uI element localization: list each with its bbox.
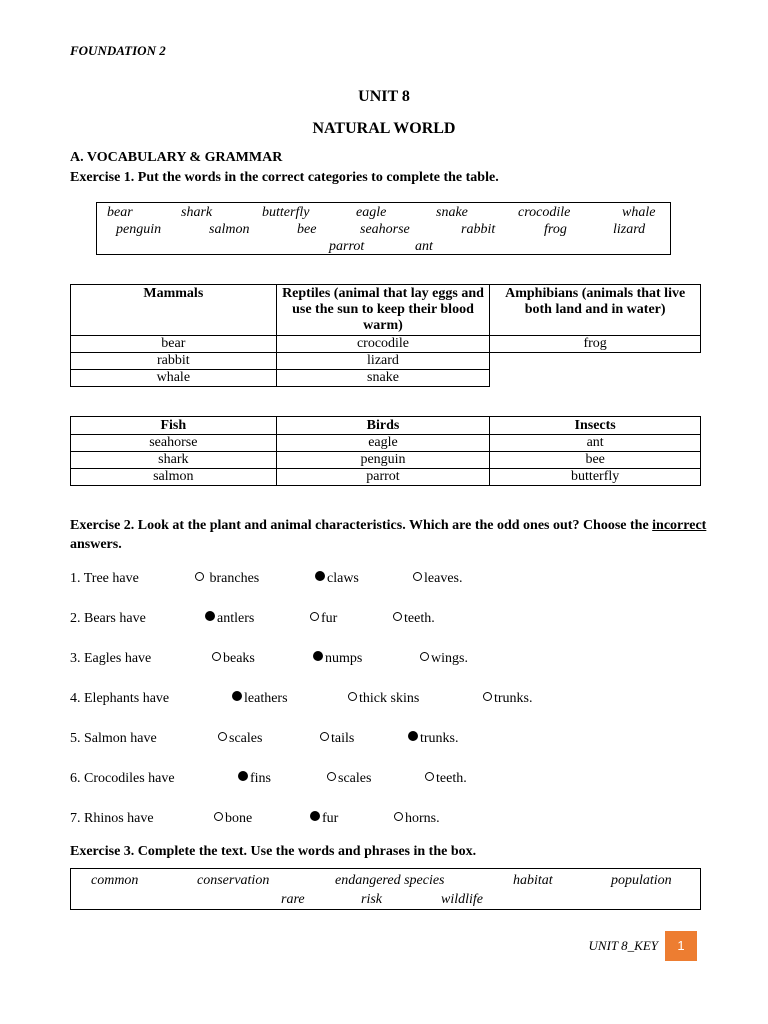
question-text: 5. Salmon have xyxy=(70,731,157,746)
word-box-item: population xyxy=(611,873,672,888)
word-box-item: parrot xyxy=(329,239,365,254)
answer-option[interactable] xyxy=(214,811,252,827)
answer-option-label: scales xyxy=(338,771,372,786)
answer-option[interactable] xyxy=(483,691,533,707)
question-text: 6. Crocodiles have xyxy=(70,771,175,786)
word-box-item: rabbit xyxy=(461,222,496,237)
word-box-item: bear xyxy=(107,205,133,220)
word-box-item: seahorse xyxy=(360,222,410,237)
category-table-1 xyxy=(70,284,701,387)
answer-option[interactable] xyxy=(195,571,259,587)
table-cell: shark xyxy=(71,452,277,469)
word-box-item: risk xyxy=(361,892,382,907)
exercise-2-instruction xyxy=(70,516,710,554)
answer-option-label: beaks xyxy=(223,651,255,666)
radio-selected-icon[interactable] xyxy=(238,771,248,781)
exercise-1-instruction: Exercise 1. Put the words in the correct categories to complete the table. xyxy=(70,170,499,185)
table-cell: bee xyxy=(490,452,701,469)
answer-option[interactable] xyxy=(394,811,440,827)
table-cell: eagle xyxy=(276,435,490,452)
radio-selected-icon[interactable] xyxy=(310,811,320,821)
answer-option[interactable] xyxy=(238,771,271,787)
answer-option[interactable] xyxy=(310,811,338,827)
table-cell: butterfly xyxy=(490,469,701,486)
radio-empty-icon[interactable] xyxy=(195,572,204,581)
table-row xyxy=(71,469,701,486)
word-box-item: ant xyxy=(415,239,433,254)
word-box-item: rare xyxy=(281,892,305,907)
word-box-item: snake xyxy=(436,205,468,220)
answer-option-label: leaves. xyxy=(424,571,463,586)
document-header: FOUNDATION 2 xyxy=(70,43,166,58)
table-row xyxy=(71,435,701,452)
table-cell: frog xyxy=(490,336,701,353)
table-header: Amphibians (animals that live both land and in water) xyxy=(490,285,701,336)
radio-empty-icon[interactable] xyxy=(420,652,429,661)
table-cell-empty xyxy=(490,370,701,387)
answer-option[interactable] xyxy=(408,731,459,747)
page-number-badge: 1 xyxy=(665,931,697,961)
table-cell: snake xyxy=(276,370,490,387)
word-box-item: common xyxy=(91,873,139,888)
table-header: Mammals xyxy=(71,285,277,336)
unit-title: NATURAL WORLD xyxy=(312,120,456,137)
answer-option-label: fins xyxy=(250,771,271,786)
table-header: Reptiles (animal that lay eggs and use the sun to keep their blood warm) xyxy=(276,285,490,336)
word-box-item: crocodile xyxy=(518,205,571,220)
answer-option[interactable] xyxy=(348,691,419,707)
answer-option[interactable] xyxy=(413,571,462,587)
table-cell: seahorse xyxy=(71,435,277,452)
answer-option-label: horns. xyxy=(405,811,440,826)
table-cell: parrot xyxy=(276,469,490,486)
word-box-item: habitat xyxy=(513,873,553,888)
table-header: Fish xyxy=(71,417,277,435)
answer-option-label: leathers xyxy=(244,691,288,706)
answer-option-label: trunks. xyxy=(494,691,533,706)
section-heading: A. VOCABULARY & GRAMMAR xyxy=(70,150,283,165)
radio-selected-icon[interactable] xyxy=(313,651,323,661)
word-box-item: eagle xyxy=(356,205,387,220)
radio-empty-icon[interactable] xyxy=(348,692,357,701)
instruction-text: answers. xyxy=(70,537,122,552)
word-box-item: salmon xyxy=(209,222,250,237)
answer-option-label: antlers xyxy=(217,611,255,626)
radio-empty-icon[interactable] xyxy=(212,652,221,661)
answer-option[interactable] xyxy=(327,771,371,787)
answer-option[interactable] xyxy=(212,651,255,667)
word-box-item: bee xyxy=(297,222,317,237)
radio-selected-icon[interactable] xyxy=(315,571,325,581)
answer-option-label: claws xyxy=(327,571,359,586)
answer-option[interactable] xyxy=(310,611,337,627)
table-row xyxy=(71,452,701,469)
radio-empty-icon[interactable] xyxy=(218,732,227,741)
table-cell: penguin xyxy=(276,452,490,469)
radio-empty-icon[interactable] xyxy=(320,732,329,741)
table-cell: crocodile xyxy=(276,336,490,353)
answer-option-label: tails xyxy=(331,731,355,746)
radio-selected-icon[interactable] xyxy=(408,731,418,741)
table-row xyxy=(71,370,701,387)
table-header: Birds xyxy=(276,417,490,435)
answer-option-label: branches xyxy=(206,571,260,586)
question-text: 2. Bears have xyxy=(70,611,146,626)
table-cell: ant xyxy=(490,435,701,452)
answer-option-label: trunks. xyxy=(420,731,459,746)
radio-empty-icon[interactable] xyxy=(214,812,223,821)
radio-empty-icon[interactable] xyxy=(425,772,434,781)
answer-option[interactable] xyxy=(315,571,359,587)
radio-empty-icon[interactable] xyxy=(327,772,336,781)
answer-option-label: bone xyxy=(225,811,253,826)
radio-empty-icon[interactable] xyxy=(310,612,319,621)
answer-option[interactable] xyxy=(320,731,354,747)
instruction-text: Exercise 2. Look at the plant and animal characteristics. Which are the odd ones out? Choose the xyxy=(70,518,653,533)
exercise-3-word-box xyxy=(70,868,701,910)
question-text: 1. Tree have xyxy=(70,571,139,586)
word-box-item: lizard xyxy=(613,222,646,237)
table-row xyxy=(71,353,701,370)
answer-option[interactable] xyxy=(425,771,467,787)
radio-empty-icon[interactable] xyxy=(393,612,402,621)
word-box-item: penguin xyxy=(116,222,162,237)
answer-option-label: wings. xyxy=(431,651,468,666)
table-cell: whale xyxy=(71,370,277,387)
table-cell: lizard xyxy=(276,353,490,370)
table-cell: rabbit xyxy=(71,353,277,370)
category-table-2 xyxy=(70,416,701,486)
instruction-underlined: incorrect xyxy=(652,518,707,533)
answer-option-label: numps xyxy=(325,651,363,666)
answer-option-label: thick skins xyxy=(359,691,420,706)
word-box-item: conservation xyxy=(197,873,270,888)
word-box-item: shark xyxy=(181,205,213,220)
radio-empty-icon[interactable] xyxy=(394,812,403,821)
exercise-1-word-box xyxy=(96,202,671,255)
question-text: 3. Eagles have xyxy=(70,651,152,666)
footer-label: UNIT 8_KEY xyxy=(588,938,658,953)
exercise-3-instruction: Exercise 3. Complete the text. Use the words and phrases in the box. xyxy=(70,844,477,859)
table-row xyxy=(71,336,701,353)
answer-option[interactable] xyxy=(313,651,362,667)
answer-option[interactable] xyxy=(232,691,288,707)
word-box-item: wildlife xyxy=(441,892,483,907)
word-box-item: endangered species xyxy=(335,873,445,888)
radio-empty-icon[interactable] xyxy=(413,572,422,581)
answer-option-label: teeth. xyxy=(436,771,467,786)
table-header: Insects xyxy=(490,417,701,435)
question-text: 4. Elephants have xyxy=(70,691,170,706)
answer-option[interactable] xyxy=(218,731,262,747)
word-box-item: butterfly xyxy=(262,205,310,220)
answer-option[interactable] xyxy=(393,611,435,627)
answer-option[interactable] xyxy=(420,651,468,667)
word-box-item: whale xyxy=(622,205,656,220)
table-cell: bear xyxy=(71,336,277,353)
answer-option[interactable] xyxy=(205,611,254,627)
radio-empty-icon[interactable] xyxy=(483,692,492,701)
radio-selected-icon[interactable] xyxy=(205,611,215,621)
answer-option-label: fur xyxy=(321,611,338,626)
question-text: 7. Rhinos have xyxy=(70,811,154,826)
radio-selected-icon[interactable] xyxy=(232,691,242,701)
answer-option-label: scales xyxy=(229,731,263,746)
table-cell: salmon xyxy=(71,469,277,486)
table-cell-empty xyxy=(490,353,701,370)
unit-number: UNIT 8 xyxy=(358,88,410,105)
answer-option-label: teeth. xyxy=(404,611,435,626)
word-box-item: frog xyxy=(544,222,567,237)
answer-option-label: fur xyxy=(322,811,339,826)
